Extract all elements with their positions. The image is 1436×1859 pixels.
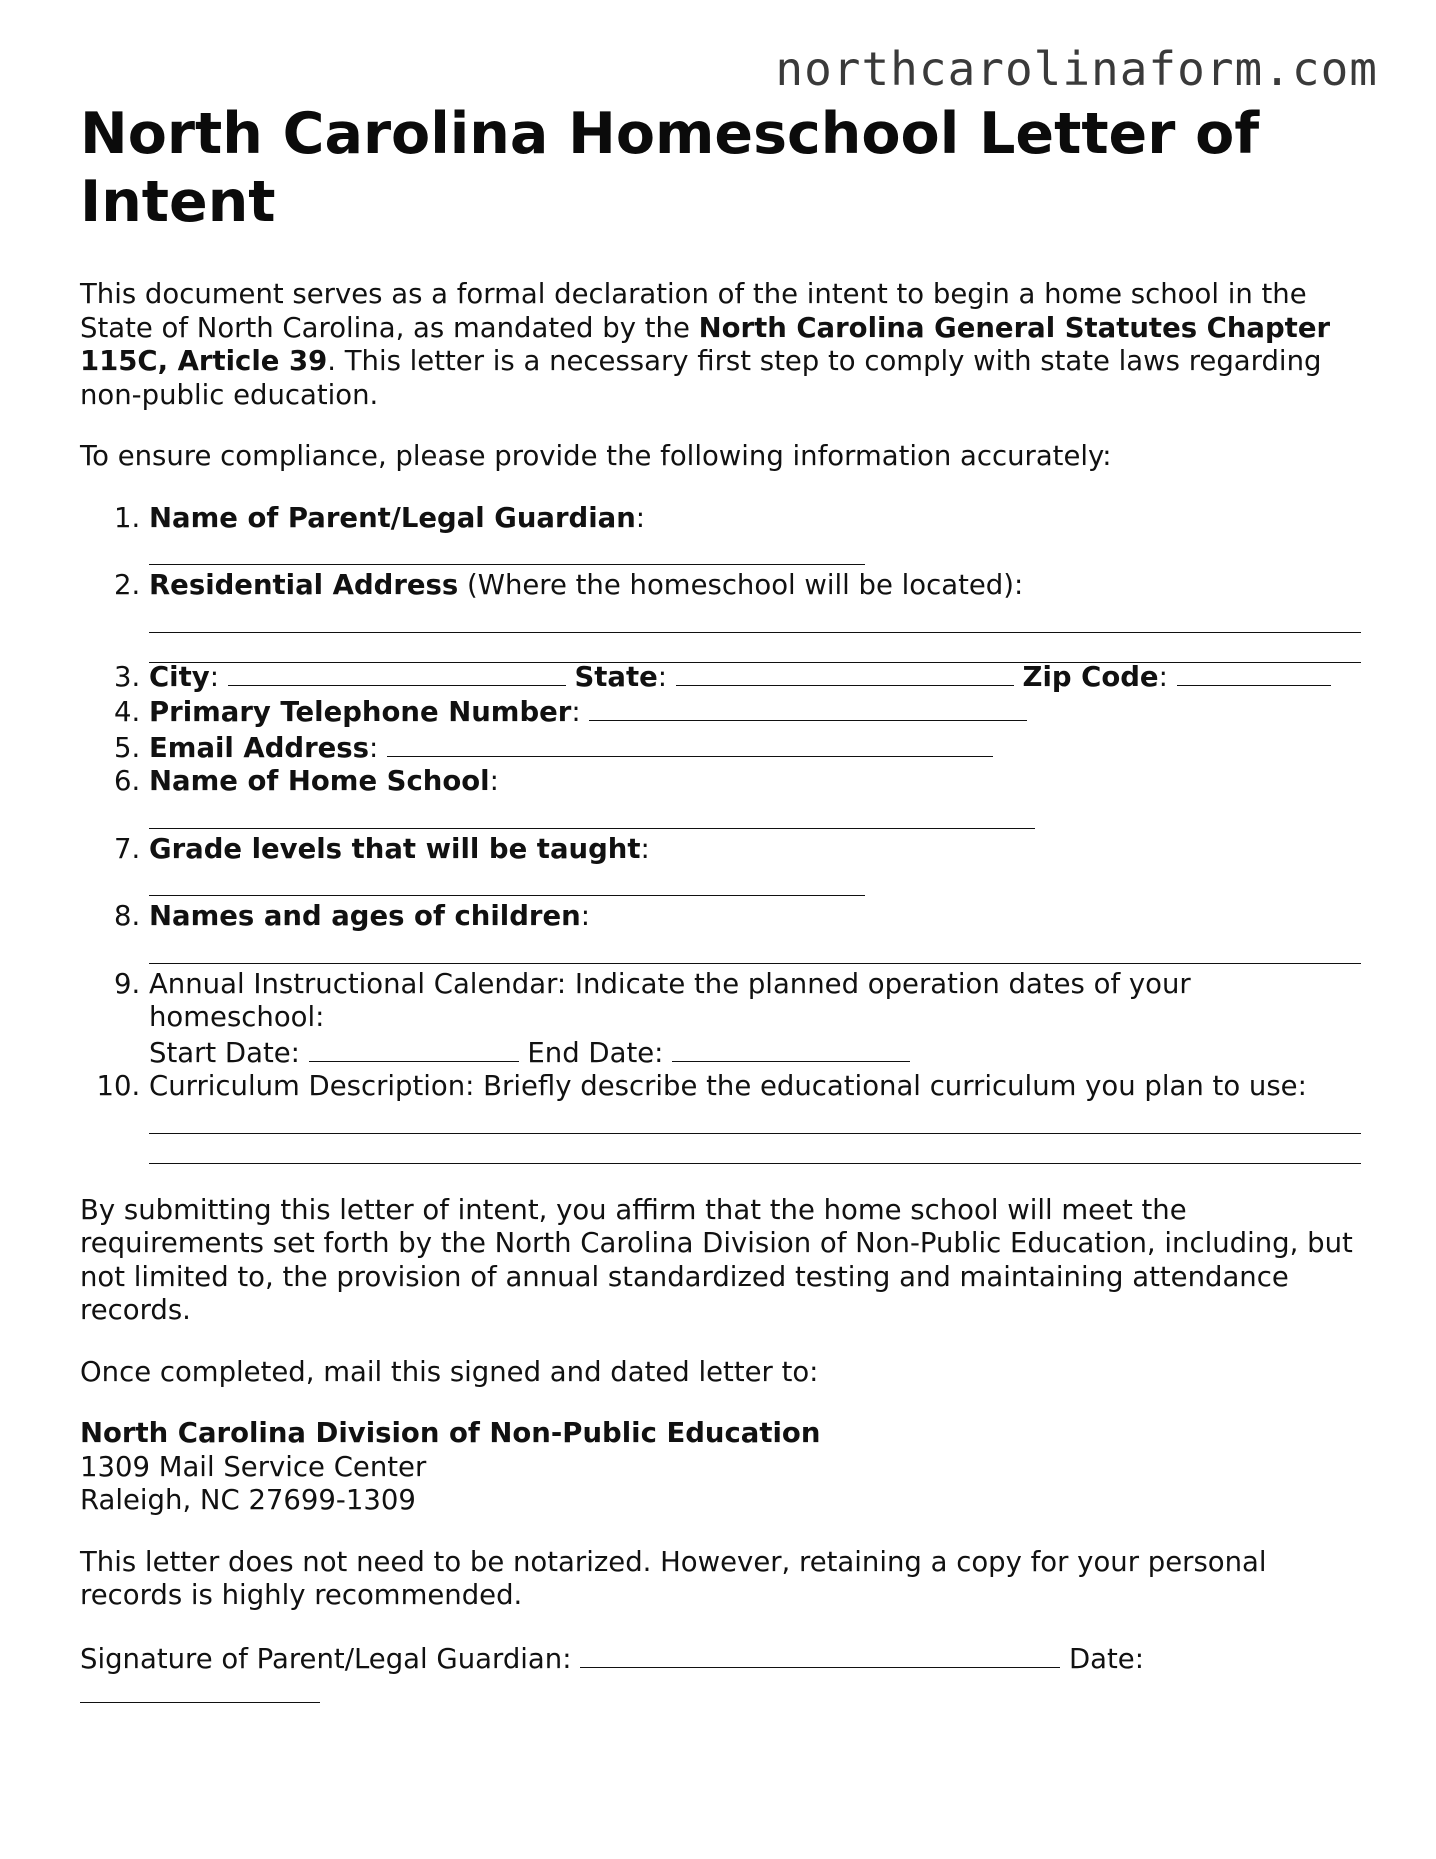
state-label: State [574, 660, 658, 693]
list-item-phone [149, 694, 1356, 730]
city-label: City [149, 660, 210, 693]
city-field[interactable] [228, 659, 566, 686]
calendar-text: Annual Instructional Calendar: Indicate the planned operation dates of your homeschool: [149, 967, 1191, 1033]
intro-text-1: This document serves as a formal declaration of the intent to begin a home school in the State of North Carolina, as mandated by the [80, 278, 1307, 344]
residential-address-note: (Where the homeschool will be located): [458, 569, 1024, 601]
signature-field[interactable] [580, 1641, 1060, 1668]
letter-page [80, 100, 1356, 1712]
phone-field[interactable] [589, 694, 1027, 721]
list-item-curriculum [149, 1070, 1356, 1164]
list-item-email [149, 730, 1356, 766]
curriculum-text: Curriculum Description: Briefly describe the educational curriculum you plan to use: [149, 1070, 1307, 1102]
list-item-children [149, 900, 1356, 964]
signature-line [80, 1641, 1356, 1712]
intro-text-2: . This letter is a necessary first step to comply with state laws regarding non-public education. [80, 345, 1322, 411]
address-organization: North Carolina Division of Non-Public Education [80, 1417, 821, 1449]
zip-field[interactable] [1177, 659, 1331, 686]
page-title: North Carolina Homeschool Letter of Intent [80, 101, 1260, 235]
curriculum-line-2-field[interactable] [149, 1134, 1361, 1164]
parent-name-field[interactable] [149, 535, 865, 565]
school-name-label: Name of Home School [149, 765, 490, 797]
affirmation-paragraph: By submitting this letter of intent, you affirm that the home school will meet the requirements set forth by the North Carolina Division of Non-Public Education, including, but not limited to, the provision of annual standardized testing and maintaining attendance records. [80, 1193, 1353, 1326]
intro-paragraph [80, 278, 1356, 412]
start-date-field[interactable] [309, 1035, 519, 1062]
information-list [80, 502, 1356, 1164]
end-date-field[interactable] [672, 1035, 910, 1062]
start-date-label: Start Date: [149, 1036, 300, 1069]
ensure-instructions: To ensure compliance, please provide the following information accurately: [80, 440, 1112, 472]
email-label: Email Address [149, 731, 370, 764]
colon: : [657, 660, 668, 693]
list-item-grade-levels [149, 833, 1356, 897]
grade-levels-label: Grade levels that will be taught [149, 832, 641, 865]
notary-note: This letter does not need to be notarized. However, retaining a copy for your personal records is highly recommended. [80, 1545, 1267, 1611]
grade-levels-field[interactable] [149, 866, 865, 896]
colon: : [369, 731, 379, 764]
mailing-address [80, 1417, 1356, 1518]
list-item-residential-address [149, 569, 1356, 663]
list-item-calendar [149, 968, 1356, 1071]
state-field[interactable] [676, 659, 1014, 686]
colon: : [635, 501, 646, 534]
address-line-1-field[interactable] [149, 603, 1361, 633]
mail-instructions: Once completed, mail this signed and dated letter to: [80, 1355, 819, 1388]
colon: : [640, 832, 650, 865]
zip-label: Zip Code [1022, 660, 1159, 693]
signature-date-field[interactable] [80, 1676, 320, 1703]
address-line-1: 1309 Mail Service Center [80, 1450, 427, 1483]
colon: : [580, 900, 590, 932]
colon: : [1158, 660, 1168, 693]
colon: : [571, 696, 581, 728]
list-item-city-state-zip [149, 659, 1356, 695]
children-label: Names and ages of children [149, 900, 581, 932]
statute-reference: North Carolina General Statutes Chapter 115C, Article 39 [80, 311, 1331, 377]
residential-address-label: Residential Address [149, 569, 459, 601]
end-date-label: End Date: [527, 1036, 664, 1069]
colon: : [209, 660, 219, 693]
school-name-field[interactable] [149, 799, 1035, 829]
curriculum-line-1-field[interactable] [149, 1104, 1361, 1134]
signature-label: Signature of Parent/Legal Guardian: [80, 1642, 572, 1675]
list-item-school-name [149, 765, 1356, 829]
colon: : [489, 765, 499, 797]
date-label: Date: [1068, 1642, 1144, 1675]
children-field[interactable] [149, 934, 1361, 964]
phone-label: Primary Telephone Number [149, 696, 572, 728]
parent-name-label: Name of Parent/Legal Guardian [149, 501, 636, 534]
list-item-parent-name [149, 502, 1356, 566]
address-line-2: Raleigh, NC 27699-1309 [80, 1484, 416, 1516]
email-field[interactable] [387, 730, 993, 757]
watermark: northcarolinaform.com [775, 42, 1378, 96]
